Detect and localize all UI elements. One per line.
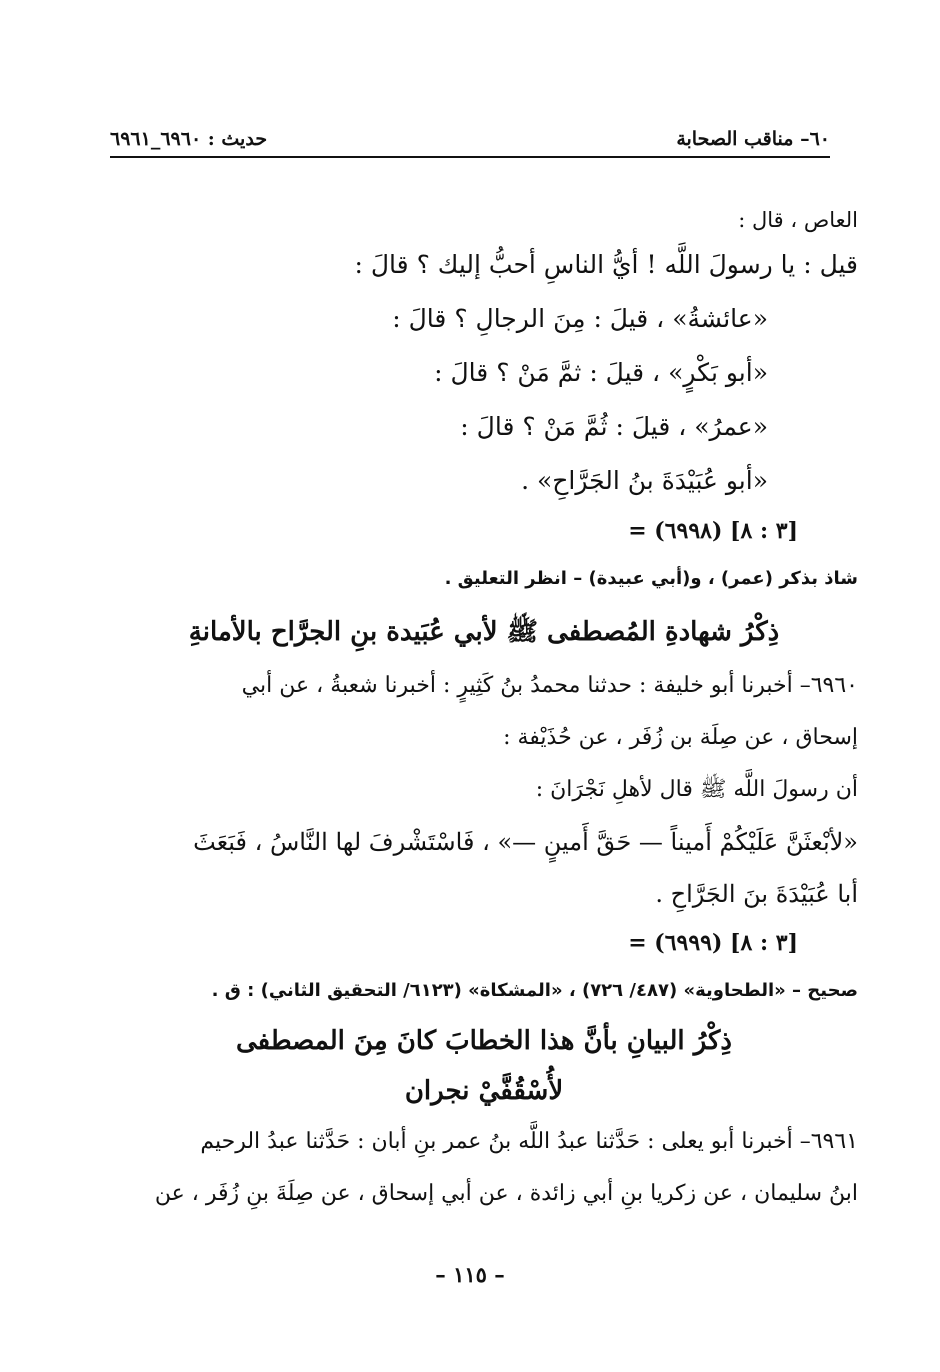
grading-note: صحيح – «الطحاوية» (٤٨٧/ ٧٢٦) ، «المشكاة» (٦١٢٣/ التحقيق الثاني) : ق . xyxy=(211,980,858,1001)
text-line: «عائشةُ» ، قيلَ : مِنَ الرجالِ ؟ قالَ : xyxy=(392,304,768,333)
hadith-range: حديث : ٦٩٦٠_٦٩٦١ xyxy=(110,128,268,150)
chapter-title: ٦٠– مناقب الصحابة xyxy=(676,128,830,150)
cross-reference xyxy=(110,920,858,966)
hadith-text-line: إسحاق ، عن صِلَة بن زُفَر ، عن حُذَيْفة : xyxy=(503,725,858,750)
running-header xyxy=(110,116,830,158)
page-number: – ١١٥ – xyxy=(435,1262,505,1287)
cross-reference-text: = (٦٩٩٩) [٣ : ٨] xyxy=(628,930,798,956)
text-line: «عمرُ» ، قيلَ : ثُمَّ مَنْ ؟ قالَ : xyxy=(460,412,768,441)
hadith-text-line: أبا عُبَيْدَةَ بنَ الجَرَّاحِ . xyxy=(655,880,858,908)
section-heading: لأُسْقُفَّيْ نجران xyxy=(404,1076,564,1106)
text-line: «أبو عُبَيْدَةَ بنُ الجَرَّاحِ» . xyxy=(521,466,768,495)
hadith-text-line: أن رسولَ اللَّه ﷺ قال لأهلِ نَجْرَانَ : xyxy=(535,777,858,802)
grading-note: شاذ بذكر (عمر) ، و(أبي عبيدة) – انظر التعليق . xyxy=(444,568,858,589)
hadith-text-line: ابنُ سليمان ، عن زكريا بنِ أبي زائدة ، عن أبي إسحاق ، عن صِلَةَ بنِ زُفَر ، عن xyxy=(154,1181,858,1206)
hadith-text-line: ٦٩٦٠– أخبرنا أبو خليفة : حدثنا محمدُ بنُ كَثِيرٍ : أخبرنا شعبةُ ، عن أبي xyxy=(241,673,858,698)
cross-reference-text: = (٦٩٩٨) [٣ : ٨] xyxy=(628,518,798,544)
section-heading: ذِكْرُ البيانِ بأنَّ هذا الخطابَ كانَ مِنَ المصطفى xyxy=(236,1026,732,1056)
hadith-text-line: ٦٩٦١– أخبرنا أبو يعلى : حَدَّثنا عبدُ اللَّه بنُ عمر بنِ أبان : حَدَّثنا عبدُ الرحيم xyxy=(200,1129,858,1154)
text-line: «أبو بَكْرٍ» ، قيلَ : ثمَّ مَنْ ؟ قالَ : xyxy=(434,358,768,387)
section-heading: ذِكْرُ شهادةِ المُصطفى ﷺ لأبي عُبَيدة بنِ الجرَّاح بالأمانةِ xyxy=(188,617,780,647)
cross-reference xyxy=(110,508,858,554)
page-body xyxy=(110,200,858,1220)
hadith-text-line: «لأبْعثَنَّ عَلَيْكُمْ أَميناً — حَقَّ أَمينٍ —» ، فَاسْتَشْرفَ لها النَّاسُ ، فَبَعَثَ xyxy=(193,828,858,856)
text-line: العاص ، قال : xyxy=(738,208,858,232)
text-line: قيل : يا رسولَ اللَّه ! أيُّ الناسِ أحبُّ إليك ؟ قالَ : xyxy=(354,250,858,279)
